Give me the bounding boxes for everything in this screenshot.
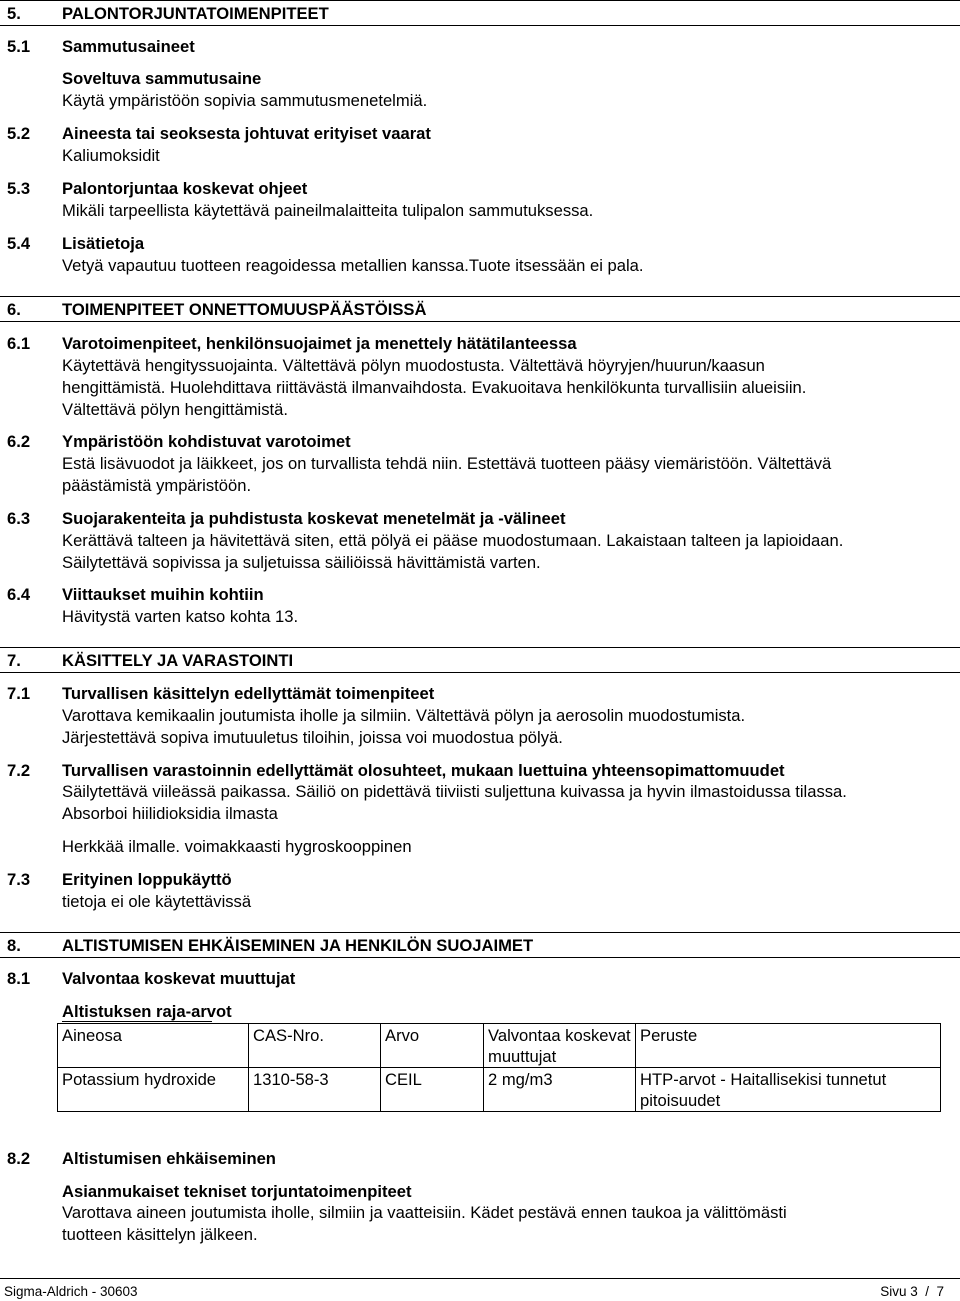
body-text: Varottava aineen joutumista iholle, silmiin ja vaatteisiin. Kädet pestävä ennen taukoa ja välittömästi	[62, 1203, 787, 1222]
subsection-title: Viittaukset muihin kohtiin	[62, 585, 264, 604]
subsection-number: 7.1	[7, 684, 31, 703]
heading-underline	[62, 1021, 212, 1022]
subsection-number: 6.1	[7, 334, 31, 353]
subsection-title: Sammutusaineet	[62, 37, 195, 56]
subsection-number: 6.2	[7, 432, 31, 451]
footer-page-number: Sivu 3 / 7	[880, 1284, 944, 1299]
subsection-title: Valvontaa koskevat muuttujat	[62, 969, 296, 988]
subsection-number: 5.1	[7, 37, 31, 56]
table-cell: CEIL	[381, 1068, 484, 1112]
sub-heading: Altistuksen raja-arvot	[62, 1002, 232, 1021]
table-header-cell: Arvo	[381, 1024, 484, 1068]
body-text: Kerättävä talteen ja hävitettävä siten, että pölyä ei pääse muodostumaan. Lakaistaan talteen ja lapioidaan.	[62, 531, 844, 550]
table-row	[58, 1068, 941, 1112]
body-text: Mikäli tarpeellista käytettävä paineilmalaitteita tulipalon sammutuksessa.	[62, 201, 594, 220]
table-header-cell: Valvontaa koskevat muuttujat	[484, 1024, 636, 1068]
body-text: tietoja ei ole käytettävissä	[62, 892, 252, 911]
body-text: Hävitystä varten katso kohta 13.	[62, 607, 299, 626]
table-cell: 1310-58-3	[249, 1068, 381, 1112]
section-divider	[0, 957, 960, 958]
table-cell: HTP-arvot - Haitallisekisi tunnetut pitoisuudet	[636, 1068, 941, 1112]
subsection-number: 5.3	[7, 179, 31, 198]
body-text: Estä lisävuodot ja läikkeet, jos on turvallista tehdä niin. Estettävä tuotteen pääsy viemäristöön. Vältettävä	[62, 454, 832, 473]
section-5-title: PALONTORJUNTATOIMENPITEET	[62, 4, 329, 23]
section-divider	[0, 932, 960, 933]
table-header-row	[58, 1024, 941, 1068]
subsection-title: Erityinen loppukäyttö	[62, 870, 232, 889]
section-7-number: 7.	[7, 651, 21, 670]
body-text: Varottava kemikaalin joutumista iholle ja silmiin. Vältettävä pölyn ja aerosolin muodostumista.	[62, 706, 746, 725]
subsection-number: 7.3	[7, 870, 31, 889]
subsection-title: Suojarakenteita ja puhdistusta koskevat menetelmät ja -välineet	[62, 509, 566, 528]
subsection-number: 6.3	[7, 509, 31, 528]
table-cell: Potassium hydroxide	[58, 1068, 249, 1112]
body-text: Käytä ympäristöön sopivia sammutusmenetelmiä.	[62, 91, 428, 110]
subsection-number: 7.2	[7, 761, 31, 780]
subsection-title: Ympäristöön kohdistuvat varotoimet	[62, 432, 351, 451]
exposure-limits-table	[57, 1023, 941, 1112]
subsection-title: Turvallisen käsittelyn edellyttämät toimenpiteet	[62, 684, 435, 703]
body-text: tuotteen käsittelyn jälkeen.	[62, 1225, 258, 1244]
section-6-number: 6.	[7, 300, 21, 319]
table-header-cell: CAS-Nro.	[249, 1024, 381, 1068]
subsection-number: 5.4	[7, 234, 31, 253]
section-divider	[0, 321, 960, 322]
section-divider	[0, 25, 960, 26]
section-divider	[0, 672, 960, 673]
subsection-title: Varotoimenpiteet, henkilönsuojaimet ja menettely hätätilanteessa	[62, 334, 577, 353]
section-7-title: KÄSITTELY JA VARASTOINTI	[62, 651, 294, 670]
body-text: Absorboi hiilidioksidia ilmasta	[62, 804, 278, 823]
section-divider	[0, 647, 960, 648]
table-cell: 2 mg/m3	[484, 1068, 636, 1112]
section-5-number: 5.	[7, 4, 21, 23]
section-8-number: 8.	[7, 936, 21, 955]
subsection-number: 6.4	[7, 585, 31, 604]
subsection-title: Lisätietoja	[62, 234, 145, 253]
body-text: Järjestettävä sopiva imutuuletus tiloihin, joissa voi muodostua pölyä.	[62, 728, 563, 747]
subsection-number: 5.2	[7, 124, 31, 143]
body-text: päästämistä ympäristöön.	[62, 476, 252, 495]
body-text: Säilytettävä viileässä paikassa. Säiliö on pidettävä tiiviisti suljettuna kuivassa ja hyvin ilmastoidussa tilassa.	[62, 782, 847, 801]
body-text: Vältettävä pölyn hengittämistä.	[62, 400, 288, 419]
subsection-number: 8.1	[7, 969, 31, 988]
subsection-title: Turvallisen varastoinnin edellyttämät olosuhteet, mukaan luettuina yhteensopimattomuudet	[62, 761, 785, 780]
body-text: Herkkää ilmalle. voimakkaasti hygroskooppinen	[62, 837, 412, 856]
section-divider	[0, 0, 960, 1]
body-text: Säilytettävä sopivissa ja suljetuissa säiliöissä hävittämistä varten.	[62, 553, 541, 572]
body-text: Käytettävä hengityssuojainta. Vältettävä pölyn muodostusta. Vältettävä höyryjen/huurun/kaasun	[62, 356, 765, 375]
subsection-number: 8.2	[7, 1149, 31, 1168]
subsection-title: Aineesta tai seoksesta johtuvat erityiset vaarat	[62, 124, 431, 143]
section-6-title: TOIMENPITEET ONNETTOMUUSPÄÄSTÖISSÄ	[62, 300, 427, 319]
subsection-title: Altistumisen ehkäiseminen	[62, 1149, 276, 1168]
table-header-cell: Peruste	[636, 1024, 941, 1068]
subsection-title: Palontorjuntaa koskevat ohjeet	[62, 179, 308, 198]
section-divider	[0, 296, 960, 297]
body-text: Kaliumoksidit	[62, 146, 160, 165]
sub-heading: Asianmukaiset tekniset torjuntatoimenpiteet	[62, 1182, 412, 1201]
body-text: Vetyä vapautuu tuotteen reagoidessa metallien kanssa.Tuote itsessään ei pala.	[62, 256, 644, 275]
table-header-cell: Aineosa	[58, 1024, 249, 1068]
section-8-title: ALTISTUMISEN EHKÄISEMINEN JA HENKILÖN SUOJAIMET	[62, 936, 534, 955]
footer-company: Sigma-Aldrich - 30603	[4, 1284, 138, 1299]
sub-heading: Soveltuva sammutusaine	[62, 69, 262, 88]
footer-divider	[0, 1278, 960, 1279]
body-text: hengittämistä. Huolehdittava riittävästä ilmanvaihdosta. Evakuoitava henkilökunta turvallisiin alueisiin.	[62, 378, 807, 397]
